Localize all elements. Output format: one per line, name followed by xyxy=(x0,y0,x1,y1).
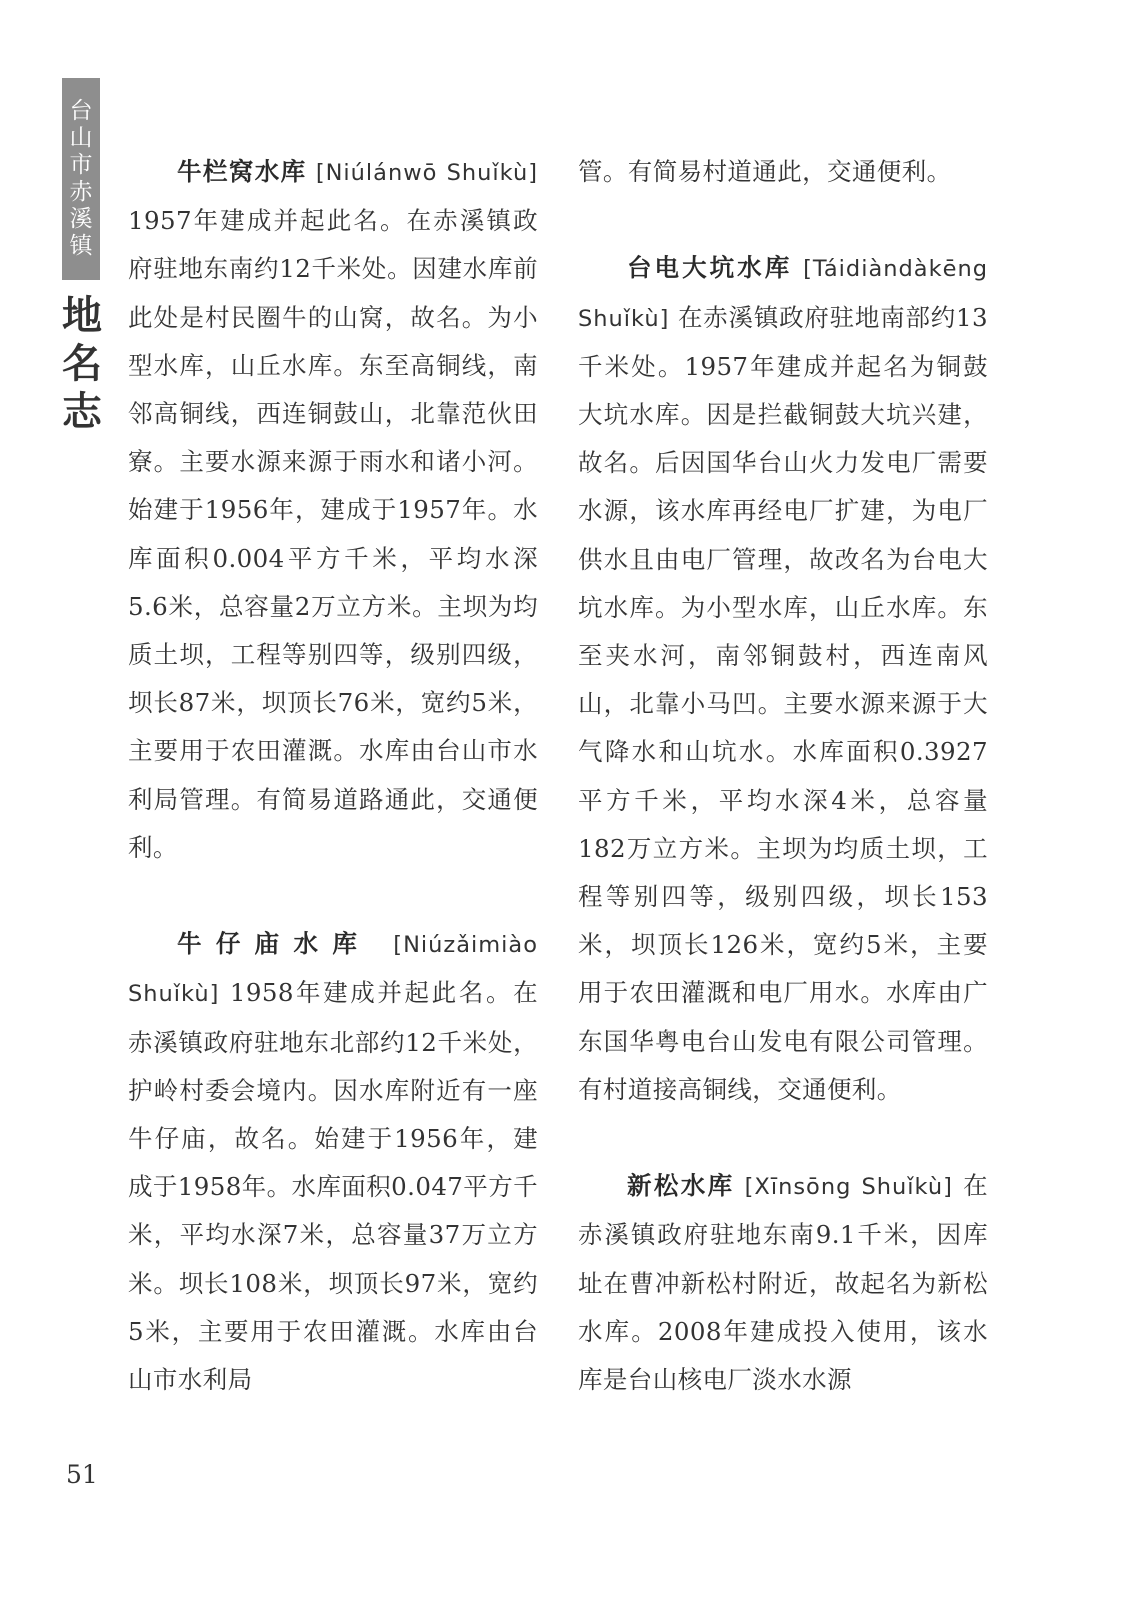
section-char: 台 xyxy=(69,98,93,124)
entry-title: 牛仔庙水库 xyxy=(177,929,372,959)
entry-gap xyxy=(128,872,538,920)
entry-body: 在赤溪镇政府驻地南部约13千米处。1957年建成并起名为铜鼓大坑水库。因是拦截铜鼓大坑兴建，故名。后因国华台山火力发电厂需要水源，该水库再经电厂扩建，为电厂供水且由电厂管理，故改名为台电大坑水库。为小型水库，山丘水库。东至夹水河，南邻铜鼓村，西连南风山，北靠小马凹。主要水源来源于大气降水和山坑水。水库面积0.3927平方千米，平均水深4米，总容量182万立方米。主坝为均质土坝，工程等别四等，级别四级，坝长153米，坝顶长126米，宽约5米，主要用于农田灌溉和电厂用水。水库由广东国华粤电台山发电有限公司管理。有村道接高铜线，交通便利。 xyxy=(578,302,988,1104)
section-char: 赤 xyxy=(69,179,93,205)
page-number: 51 xyxy=(66,1460,98,1489)
section-char: 山 xyxy=(69,125,93,151)
section-char: 镇 xyxy=(69,233,93,259)
book-title-char: 名 xyxy=(62,341,102,387)
entry-pinyin: [Táidiàndàkēng Shuǐkù] xyxy=(578,256,988,332)
entry-title: 新松水库 xyxy=(627,1171,735,1201)
right-column xyxy=(578,148,988,1404)
entry-body: 1957年建成并起此名。在赤溪镇政府驻地东南约12千米处。因建水库前此处是村民圈牛的山窝，故名。为小型水库，山丘水库。东至高铜线，南邻高铜线，西连铜鼓山，北靠范伙田寮。主要水源来源于雨水和诸小河。始建于1956年，建成于1957年。水库面积0.004平方千米，平均水深5.6米，总容量2万立方米。主坝为均质土坝，工程等别四等，级别四级，坝长87米，坝顶长76米，宽约5米，主要用于农田灌溉。水库由台山市水利局管理。有简易道路通此，交通便利。 xyxy=(128,206,538,862)
book-title xyxy=(60,292,104,436)
entry-niulanwo xyxy=(128,148,538,872)
section-tab xyxy=(62,78,100,280)
entry-title: 台电大坑水库 xyxy=(627,253,793,283)
section-char: 市 xyxy=(69,152,93,178)
entry-pinyin: [Niúlánwō Shuǐkù] xyxy=(315,160,539,186)
section-char: 溪 xyxy=(69,206,93,232)
entry-title: 牛栏窝水库 xyxy=(177,157,307,186)
entry-pinyin: [Xīnsōng Shuǐkù] xyxy=(744,1174,953,1201)
entry-xinsong xyxy=(578,1162,988,1404)
entry-pinyin: [Niúzǎimiào Shuǐkù] xyxy=(128,932,538,1008)
entry-niuzaimiao xyxy=(128,920,538,1404)
left-column xyxy=(128,148,538,1404)
continued-text: 管。有简易村道通此，交通便利。 xyxy=(578,157,952,186)
entry-taidian-dakeng xyxy=(578,244,988,1114)
entry-gap xyxy=(578,1114,988,1162)
entry-gap xyxy=(578,196,988,244)
entry-body: 在赤溪镇政府驻地东南9.1千米，因库址在曹冲新松村附近，故起名为新松水库。2008年建成投入使用，该水库是台山核电厂淡水水源 xyxy=(578,1171,988,1395)
book-title-char: 志 xyxy=(62,389,102,435)
entry-body: 1958年建成并起此名。在赤溪镇政府驻地东北部约12千米处，护岭村委会境内。因水库附近有一座牛仔庙，故名。始建于1956年，建成于1958年。水库面积0.047平方千米，平均水深7米，总容量37万立方米。坝长108米，坝顶长97米，宽约5米，主要用于农田灌溉。水库由台山市水利局 xyxy=(128,978,538,1395)
book-title-char: 地 xyxy=(62,293,102,339)
